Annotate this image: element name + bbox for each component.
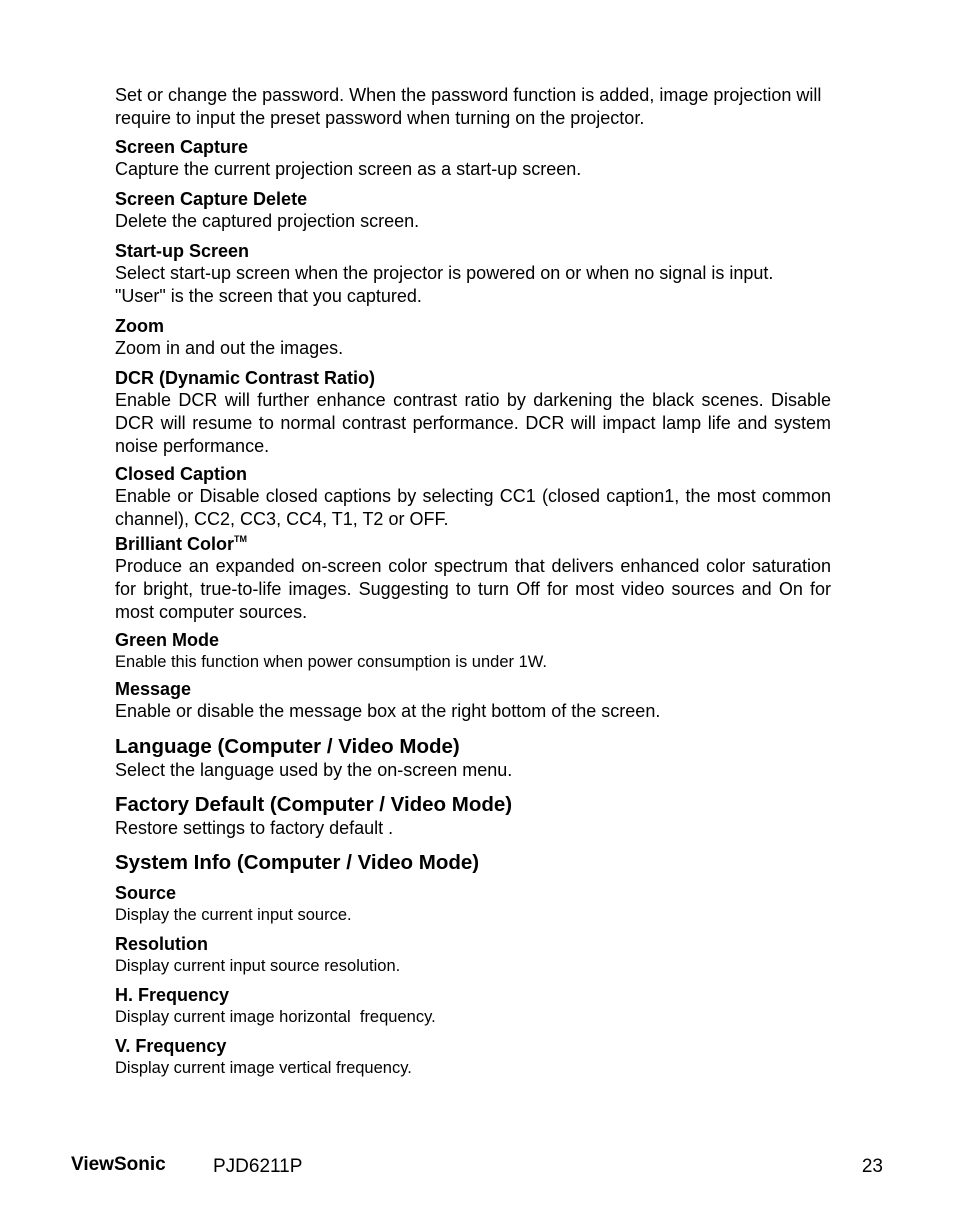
message-description: Enable or disable the message box at the right bottom of the screen. xyxy=(115,701,661,721)
brilliant-color-description: Produce an expanded on-screen color spectrum that delivers enhanced color saturation for bright, true-to-life images. Suggesting to turn Off for most video sources and On for most computer sources. xyxy=(115,556,831,622)
page-number: 23 xyxy=(861,1156,883,1177)
model-number: PJD6211P xyxy=(213,1156,303,1177)
resolution-heading: Resolution xyxy=(115,934,208,954)
source-description: Display the current input source. xyxy=(115,906,352,924)
resolution-description: Display current input source resolution. xyxy=(115,957,401,975)
startup-screen-note: "User" is the screen that you captured. xyxy=(115,286,422,306)
green-mode-description: Enable this function when power consumption is under 1W. xyxy=(115,653,547,671)
h-frequency-description: Display current image horizontal frequency. xyxy=(115,1008,436,1026)
factory-default-heading: Factory Default (Computer / Video Mode) xyxy=(115,793,513,816)
zoom-heading: Zoom xyxy=(115,316,164,336)
trademark-mark: TM xyxy=(234,534,248,544)
message-heading: Message xyxy=(115,679,192,699)
source-heading: Source xyxy=(115,883,177,903)
factory-default-description: Restore settings to factory default . xyxy=(115,818,394,838)
screen-capture-heading: Screen Capture xyxy=(115,137,249,157)
brand-name: ViewSonic xyxy=(71,1154,166,1175)
closed-caption-description: Enable or Disable closed captions by selecting CC1 (closed caption1, the most common channel), CC2, CC3, CC4, T1, T2 or OFF. xyxy=(115,486,831,529)
startup-screen-description: Select start-up screen when the projector is powered on or when no signal is input. xyxy=(115,263,774,283)
system-info-heading: System Info (Computer / Video Mode) xyxy=(115,851,480,874)
page-content xyxy=(115,84,831,1080)
green-mode-heading: Green Mode xyxy=(115,630,220,650)
screen-capture-delete-description: Delete the captured projection screen. xyxy=(115,211,420,231)
v-frequency-description: Display current image vertical frequency. xyxy=(115,1059,412,1077)
closed-caption-heading: Closed Caption xyxy=(115,464,248,484)
screen-capture-delete-heading: Screen Capture Delete xyxy=(115,189,308,209)
dcr-description: Enable DCR will further enhance contrast ratio by darkening the black scenes. Disable DCR will resume to normal contrast performance. DCR will impact lamp life and system noise performance. xyxy=(115,390,831,456)
screen-capture-description: Capture the current projection screen as a start-up screen. xyxy=(115,159,582,179)
language-description: Select the language used by the on-screen menu. xyxy=(115,760,513,780)
startup-screen-heading: Start-up Screen xyxy=(115,241,250,261)
brilliant-color-title: Brilliant Color xyxy=(115,534,235,554)
v-frequency-heading: V. Frequency xyxy=(115,1036,227,1056)
language-heading: Language (Computer / Video Mode) xyxy=(115,735,460,758)
zoom-description: Zoom in and out the images. xyxy=(115,338,344,358)
dcr-heading: DCR (Dynamic Contrast Ratio) xyxy=(115,368,376,388)
password-description: Set or change the password. When the password function is added, image projection will require to input the preset password when turning on the projector. xyxy=(115,85,822,128)
page-footer xyxy=(0,1154,954,1184)
h-frequency-heading: H. Frequency xyxy=(115,985,230,1005)
brilliant-color-heading xyxy=(115,533,831,555)
